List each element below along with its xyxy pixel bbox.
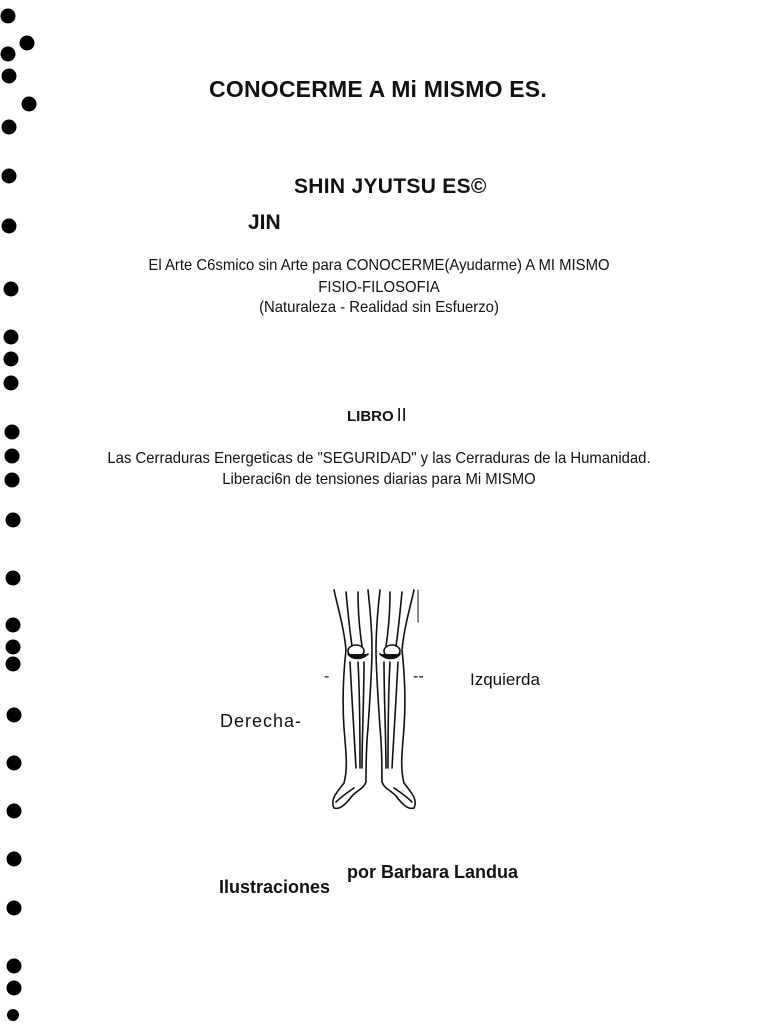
binder-hole [7,1009,19,1021]
content-line-1: Las Cerraduras Energeticas de "SEGURIDAD" y las Cerraduras de la Humanidad. [107,450,651,467]
binder-hole [7,756,22,771]
label-izquierda: Izquierda [470,670,540,689]
pointer-dash-left: - [324,668,330,685]
binder-hole [2,169,17,184]
binder-hole [4,282,19,297]
binder-hole [7,804,22,819]
binder-hole [7,852,22,867]
binder-hole [1,9,16,24]
binder-hole [4,330,19,345]
label-derecha: Derecha- [220,711,303,731]
binder-hole [4,376,19,391]
description-line-1: El Arte C6smico sin Arte para CONOCERME(Ayudarme) A MI MISMO [148,257,610,274]
credits-label: Ilustraciones [219,877,331,897]
book-label: LIBRO [347,408,394,425]
binder-hole [4,352,19,367]
binder-hole [6,657,21,672]
binder-hole [7,981,22,996]
description-line-2: FISIO-FILOSOFIA [318,279,440,296]
binder-hole [7,901,22,916]
binder-hole [2,219,17,234]
binder-hole [7,708,22,723]
binder-holes [0,0,40,1024]
binder-hole [5,449,20,464]
legs-skeleton-illustration-icon [322,588,426,814]
binder-hole [6,618,21,633]
binder-hole [6,640,21,655]
content-line-2: Liberaci6n de tensiones diarias para Mi MISMO [222,471,536,488]
binder-hole [20,36,35,51]
binder-hole [1,47,16,62]
binder-hole [2,120,17,135]
pointer-dash-right: -- [413,668,424,685]
description-line-3: (Naturaleza - Realidad sin Esfuerzo) [259,299,499,316]
book-number [347,405,407,426]
page-title: CONOCERME A Mi MISMO ES. [209,76,547,102]
binder-hole [5,425,20,440]
book-roman-numeral: II [396,405,407,425]
credits-author: por Barbara Landua [347,862,519,882]
subtitle-jin: JIN [248,211,281,234]
binder-hole [5,473,20,488]
binder-hole [7,959,22,974]
subtitle-shin-jyutsu: SHIN JYUTSU ES© [294,175,487,198]
binder-hole [6,513,21,528]
binder-hole [6,571,21,586]
